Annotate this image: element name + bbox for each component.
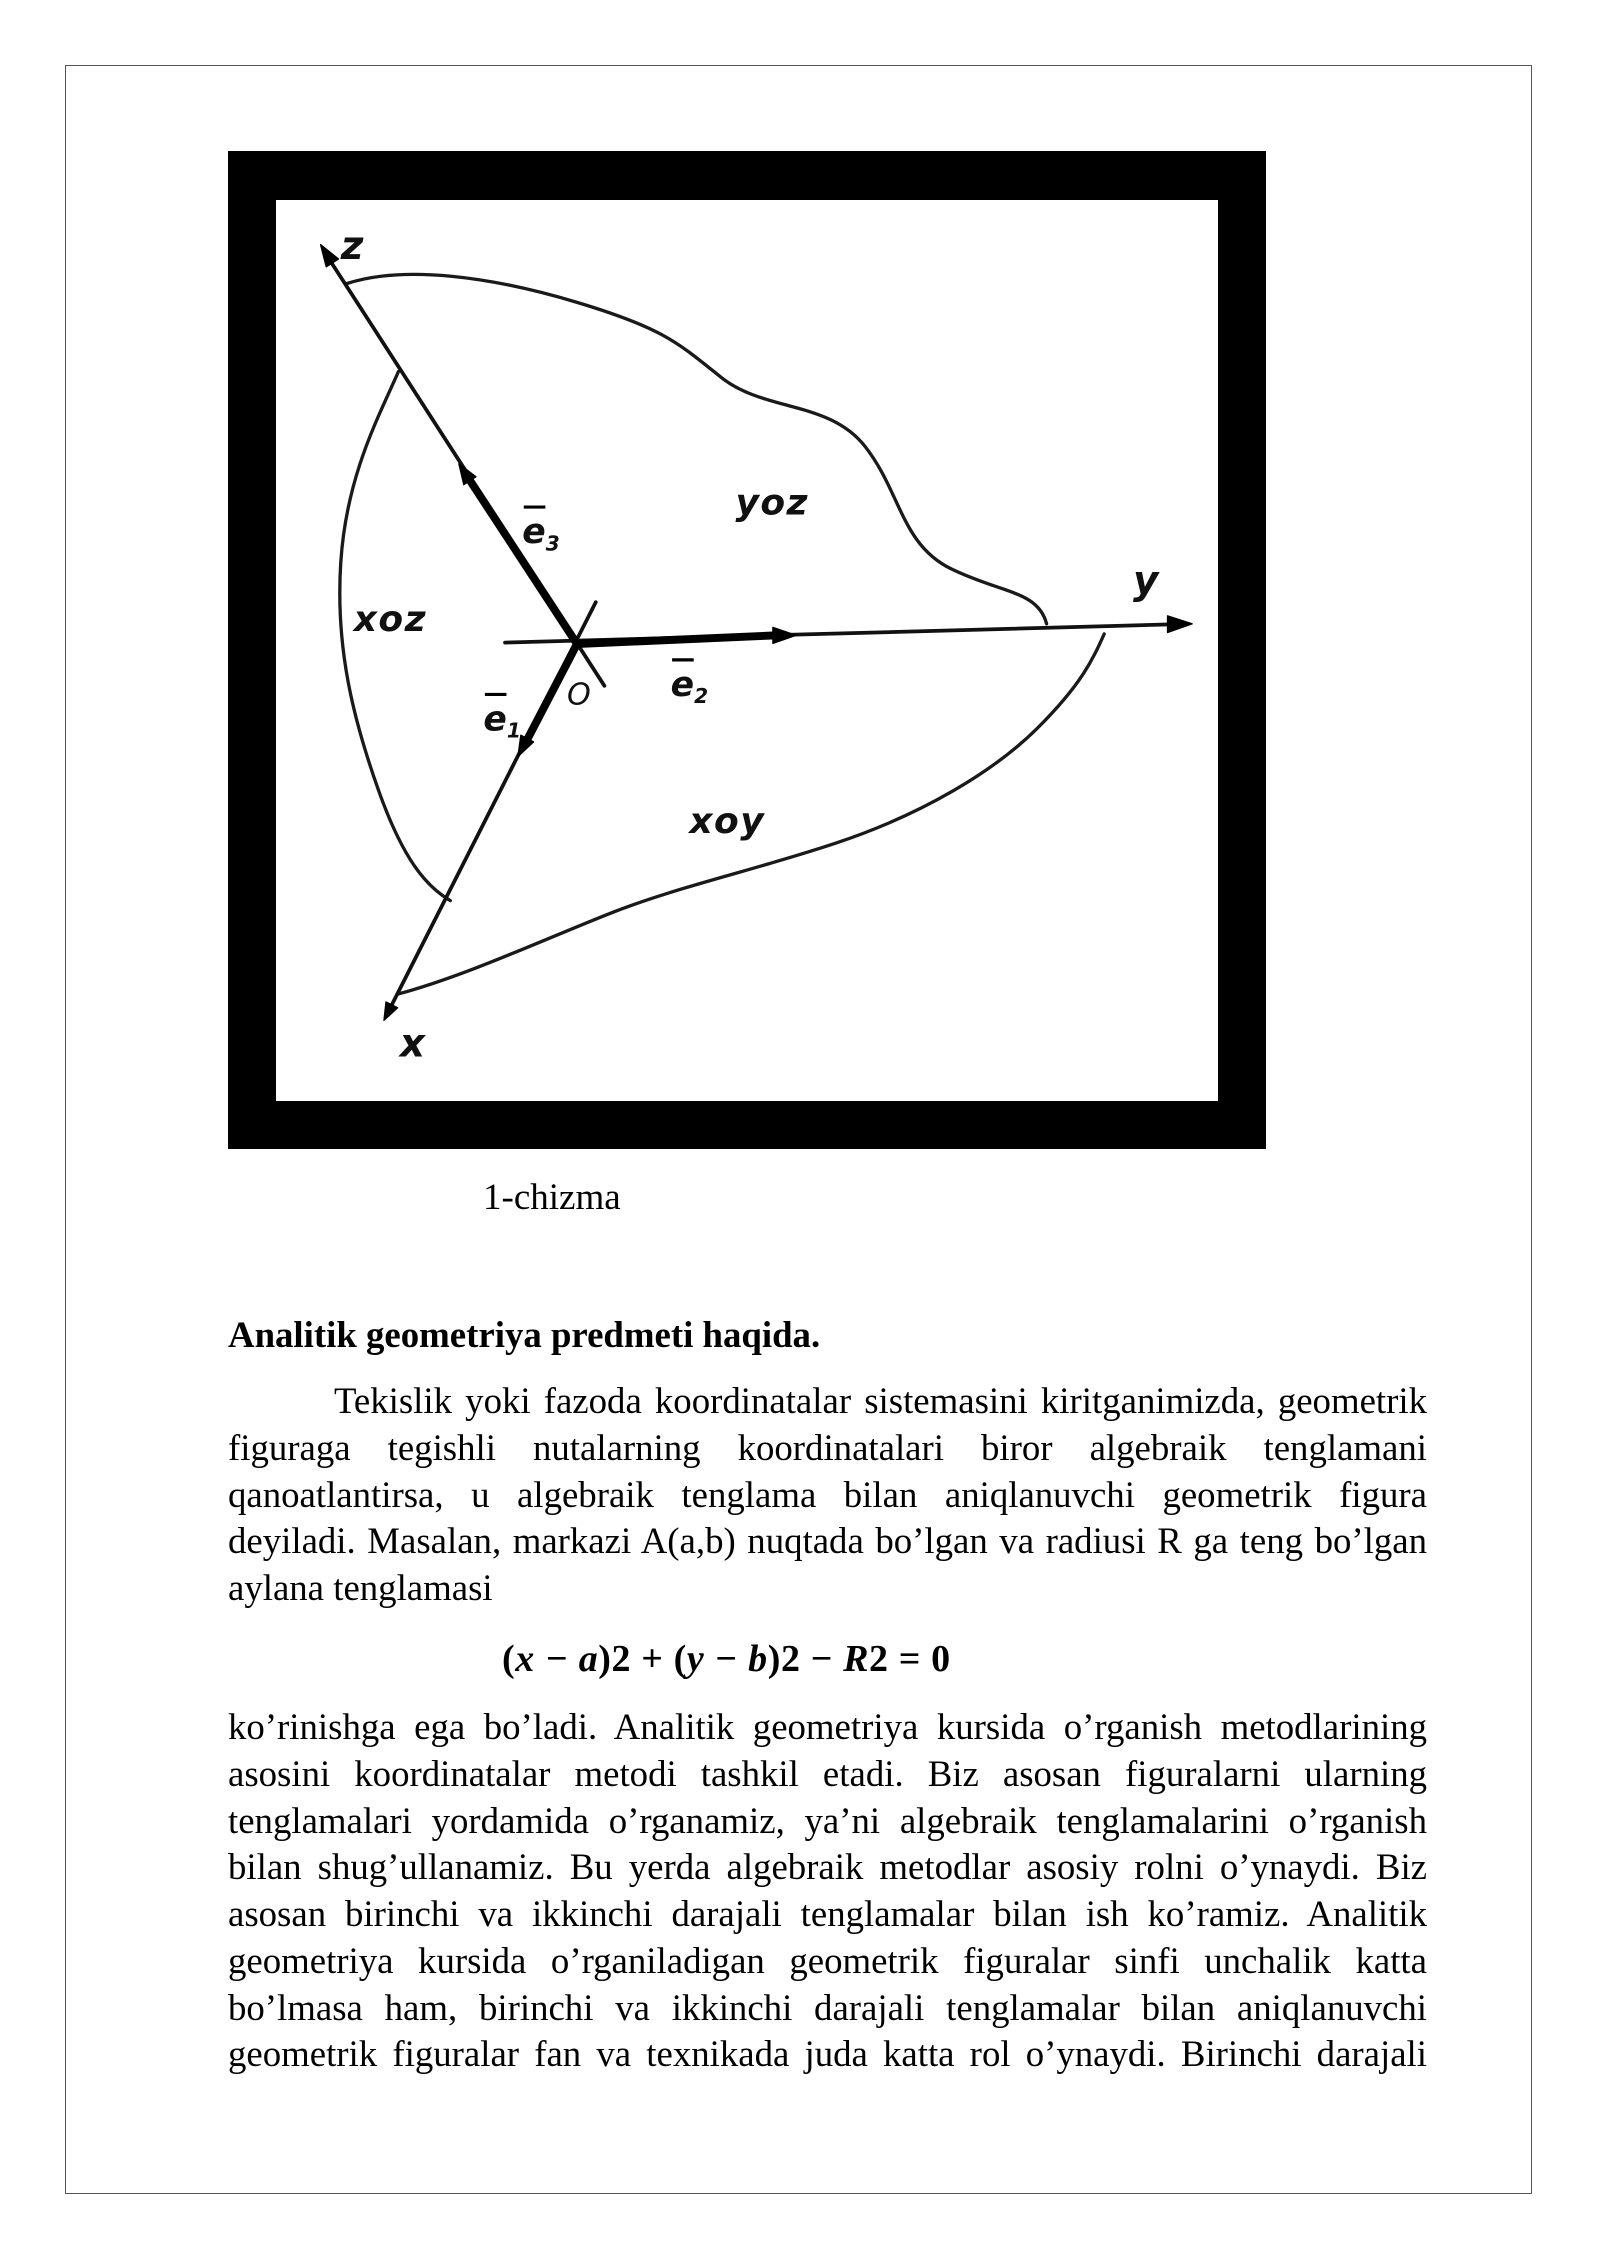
paragraph-line: geometriya kursida o’rganiladigan geometrik figuralar sinfi unchalik katta (228, 1939, 1427, 1981)
paragraph-line: qanoatlantirsa, u algebraik tenglama bilan aniqlanuvchi geometrik figura (228, 1473, 1427, 1515)
paragraph-line: asosini koordinatalar metodi tashkil etadi. Biz asosan figuralarni ularning (228, 1752, 1427, 1794)
section-heading: Analitik geometriya predmeti haqida. (228, 1314, 821, 1355)
vector-e2-label (671, 665, 708, 708)
plane-yoz-label: yoz (735, 482, 809, 524)
vector-e3-symbol: e (522, 512, 546, 553)
vector-e1-label (483, 699, 520, 742)
paragraph-line: deyiladi. Masalan, markazi A(a,b) nuqtada bo’lgan va radiusi R ga teng bo’lgan (228, 1520, 1427, 1562)
equation-part: x − a (515, 1638, 599, 1680)
vector-e2-arrowhead (773, 627, 796, 643)
equation-part: )2 − (767, 1638, 844, 1680)
paragraph-line: aylana tenglamasi (228, 1567, 493, 1608)
equation-part: )2 + ( (598, 1638, 687, 1680)
vector-e3-label (522, 512, 559, 555)
equation-part: y − b (686, 1638, 768, 1680)
paragraph-line: bilan shug’ullanamiz. Bu yerda algebraik metodlar asosiy rolni o’ynaydi. Biz (228, 1846, 1427, 1888)
vector-e3 (468, 477, 577, 644)
paragraph-line: ko’rinishga ega bo’ladi. Analitik geometriya kursida o’rganish metodlarining (228, 1706, 1427, 1747)
vector-e3-index: 3 (545, 531, 560, 556)
figure-frame (228, 151, 1266, 1149)
vector-e2-symbol: e (670, 664, 695, 705)
circle-equation (502, 1636, 951, 1682)
vector-e2 (577, 635, 776, 644)
origin-label: O (566, 677, 591, 713)
x-axis-arrowhead (384, 1002, 398, 1020)
figure-canvas (276, 200, 1218, 1101)
y-axis-label: y (1133, 558, 1159, 604)
z-axis-label: z (340, 224, 364, 270)
plane-xoz-label: xoz (353, 599, 428, 641)
paragraph-line: tenglamalari yordamida o’rganamiz, ya’ni algebraik tenglamalarini o’rganish (228, 1799, 1427, 1841)
vector-e1-index: 1 (506, 718, 521, 743)
vector-e1-symbol: e (483, 699, 507, 740)
paragraph-line: asosan birinchi va ikkinchi darajali tenglamalar bilan ish ko’ramiz. Analitik (228, 1893, 1427, 1934)
z-axis-arrowhead (321, 245, 339, 267)
figure-caption: 1-chizma (483, 1177, 621, 1218)
equation-part: ( (502, 1638, 516, 1680)
equation-part: R (843, 1638, 870, 1680)
plane-xoy-label: xoy (689, 800, 766, 842)
equation-part: 2 = 0 (869, 1638, 951, 1680)
coordinate-system-diagram (276, 200, 1218, 1101)
paragraph-line: geometrik figuralar fan va texnikada juda katta rol o’ynaydi. Birinchi darajali (228, 2033, 1427, 2075)
vector-e2-index: 2 (694, 684, 709, 709)
paragraph-2 (228, 1704, 1427, 2078)
paragraph-line: bo’lmasa ham, birinchi va ikkinchi darajali tenglamalar bilan aniqlanuvchi (228, 1986, 1427, 2028)
paragraph-line: Tekislik yoki fazoda koordinatalar sistemasini kiritganimizda, geometrik (334, 1380, 1427, 1421)
x-axis-label: x (399, 1021, 425, 1067)
paragraph-line: figuraga tegishli nutalarning koordinatalari biror algebraik tenglamani (228, 1426, 1427, 1468)
paragraph-1 (228, 1378, 1427, 1612)
y-axis-arrowhead (1168, 616, 1192, 633)
